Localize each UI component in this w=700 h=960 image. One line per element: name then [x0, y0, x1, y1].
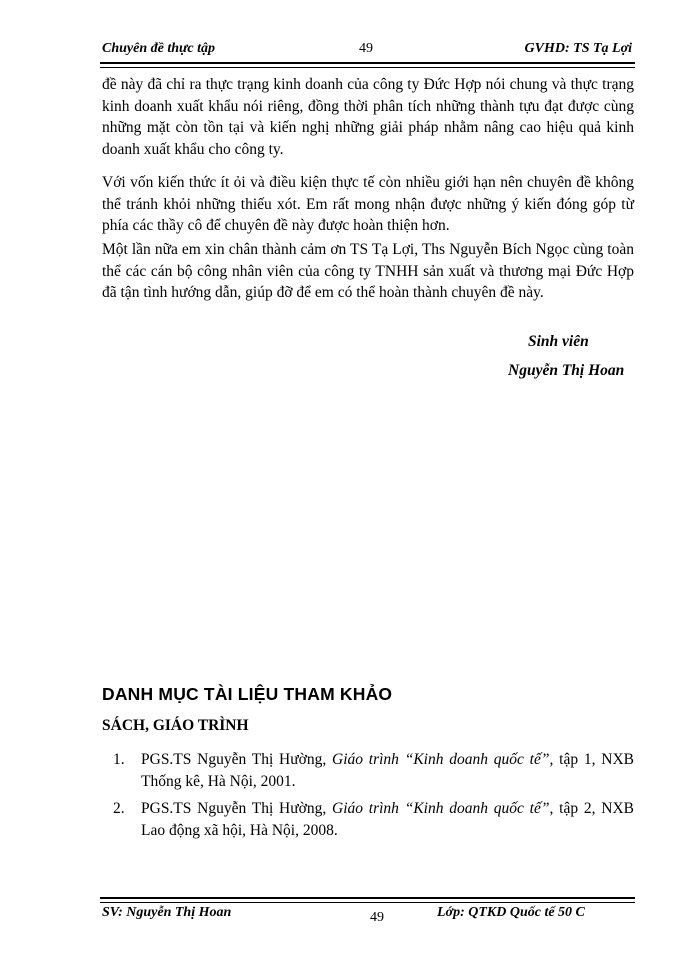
- paragraph-1: đề này đã chỉ ra thực trạng kinh doanh của công ty Đức Hợp nói chung và thực trạng kinh doanh xuất khẩu nói riêng, đồng thời phân tích những thành tựu đạt được cùng những mặt còn tồn tại và kiến nghị những giải pháp nhằm nâng cao hiệu quả kinh doanh xuất khẩu cho công ty.: [102, 76, 634, 158]
- references-title: DANH MỤC TÀI LIỆU THAM KHẢO: [102, 684, 393, 704]
- paragraph-2: Với vốn kiến thức ít ỏi và điều kiện thực tế còn nhiều giới hạn nên chuyên đề không thể tránh khỏi những thiếu xót. Em rất mong nhận được những ý kiến đóng góp từ phía các thầy cô để chuyên đề này được hoàn thiện hơn.: [102, 174, 634, 234]
- footer-page-number: 49: [370, 910, 384, 925]
- signature-name: Nguyễn Thị Hoan: [508, 362, 625, 379]
- footer-rule: [100, 897, 635, 903]
- reference-number: 2.: [113, 800, 125, 817]
- signature-role: Sinh viên: [528, 333, 589, 350]
- page-header: [102, 41, 632, 61]
- header-page-number: 49: [359, 41, 373, 56]
- reference-book-title: Giáo trình “Kinh doanh quốc tế”: [332, 751, 550, 768]
- references-section-heading: SÁCH, GIÁO TRÌNH: [102, 717, 249, 734]
- paragraph-3: Một lần nữa em xin chân thành cảm ơn TS Tạ Lợi, Ths Nguyễn Bích Ngọc cùng toàn thể các cán bộ công nhân viên của công ty TNHH sản xuất và thương mại Đức Hợp đã tận tình hướng dẫn, giúp đỡ để em có thể hoàn thành chuyên đề này.: [102, 241, 634, 301]
- reference-details: , tập 2, NXB Lao động xã hội, Hà Nội, 2008.: [141, 800, 634, 839]
- reference-text: [141, 749, 634, 792]
- page-footer: [102, 905, 632, 925]
- header-supervisor: GVHD: TS Tạ Lợi: [524, 41, 632, 56]
- reference-text: [141, 798, 634, 841]
- reference-book-title: Giáo trình “Kinh doanh quốc tế”: [332, 800, 550, 817]
- reference-number: 1.: [113, 751, 125, 768]
- header-topic: Chuyên đề thực tập: [102, 41, 216, 56]
- reference-details: , tập 1, NXB Thống kê, Hà Nội, 2001.: [141, 751, 634, 790]
- footer-class: Lớp: QTKD Quốc tế 50 C: [437, 905, 585, 920]
- header-rule: [100, 62, 635, 68]
- reference-author: PGS.TS Nguyễn Thị Hường,: [141, 800, 332, 817]
- reference-author: PGS.TS Nguyễn Thị Hường,: [141, 751, 332, 768]
- footer-student: SV: Nguyễn Thị Hoan: [102, 905, 232, 920]
